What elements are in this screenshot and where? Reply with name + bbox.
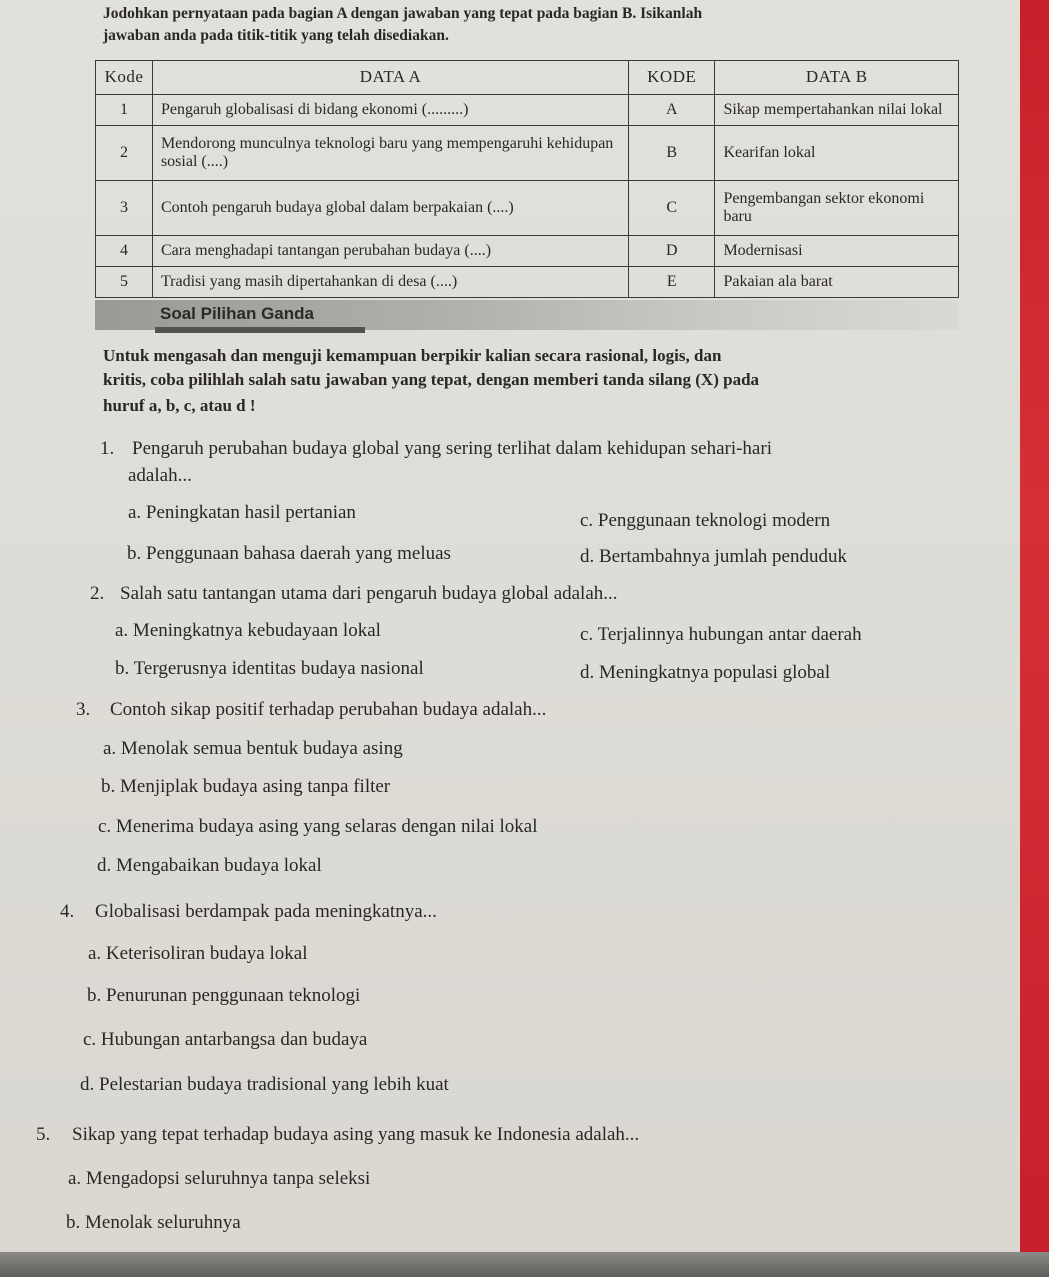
cell-kode-b: A (629, 94, 715, 125)
table-row (96, 94, 959, 125)
q1-option-a[interactable]: a. Peningkatan hasil pertanian (128, 502, 356, 523)
q5-option-a[interactable]: a. Mengadopsi seluruhnya tanpa seleksi (68, 1168, 371, 1189)
q2-option-c[interactable]: c. Terjalinnya hubungan antar daerah (580, 624, 862, 645)
question-1-number: 1. (100, 438, 115, 459)
intro-line-3: huruf a, b, c, atau d ! (103, 396, 256, 415)
table-header-row (96, 61, 959, 95)
q5-option-b[interactable]: b. Menolak seluruhnya (66, 1212, 241, 1233)
q3-option-b[interactable]: b. Menjiplak budaya asing tanpa filter (101, 776, 391, 797)
table-row (96, 125, 959, 180)
question-4-number: 4. (60, 901, 75, 922)
intro-line-1: Untuk mengasah dan menguji kemampuan berpikir kalian secara rasional, logis, dan (103, 346, 722, 365)
instruction-line-1: Jodohkan pernyataan pada bagian A dengan jawaban yang tepat pada bagian B. Isikanlah (103, 5, 703, 22)
question-1-text-cont: adalah... (128, 465, 192, 486)
q1-option-b[interactable]: b. Penggunaan bahasa daerah yang meluas (127, 543, 451, 564)
cell-data-b: Pengembangan sektor ekonomi baru (715, 180, 959, 235)
question-2-number: 2. (90, 583, 105, 604)
cell-kode-b: E (629, 267, 715, 298)
intro-line-2: kritis, coba pilihlah salah satu jawaban yang tepat, dengan memberi tanda silang (X) pada (103, 370, 760, 389)
header-kode-b: KODE (629, 61, 715, 95)
cell-kode: 4 (96, 236, 153, 267)
page-edge-shadow (0, 1252, 1049, 1277)
matching-table (95, 60, 959, 298)
cell-kode-b: B (629, 125, 715, 180)
cell-data-a: Cara menghadapi tantangan perubahan budaya (....) (152, 236, 628, 267)
cell-data-a: Mendorong munculnya teknologi baru yang mempengaruhi kehidupan sosial (....) (152, 125, 628, 180)
section-underline (155, 327, 365, 333)
cell-data-b: Kearifan lokal (715, 125, 959, 180)
header-kode: Kode (96, 61, 153, 95)
question-5-number: 5. (36, 1124, 51, 1145)
q3-option-a[interactable]: a. Menolak semua bentuk budaya asing (103, 738, 403, 759)
table-row (96, 180, 959, 235)
q3-option-d[interactable]: d. Mengabaikan budaya lokal (97, 855, 322, 876)
q4-option-c[interactable]: c. Hubungan antarbangsa dan budaya (83, 1029, 368, 1050)
question-2-text: Salah satu tantangan utama dari pengaruh budaya global adalah... (120, 583, 618, 604)
cell-kode-b: C (629, 180, 715, 235)
q4-option-a[interactable]: a. Keterisoliran budaya lokal (88, 943, 308, 964)
question-3-number: 3. (76, 699, 91, 720)
cell-data-b: Pakaian ala barat (715, 267, 959, 298)
q1-option-d[interactable]: d. Bertambahnya jumlah penduduk (580, 546, 847, 567)
section-title: Soal Pilihan Ganda (160, 304, 314, 323)
table-row (96, 267, 959, 298)
header-data-a: DATA A (152, 61, 628, 95)
question-5-text: Sikap yang tepat terhadap budaya asing yang masuk ke Indonesia adalah... (72, 1124, 640, 1145)
cell-data-b: Modernisasi (715, 236, 959, 267)
header-data-b: DATA B (715, 61, 959, 95)
q3-option-c[interactable]: c. Menerima budaya asing yang selaras dengan nilai lokal (98, 816, 538, 837)
q4-option-b[interactable]: b. Penurunan penggunaan teknologi (87, 985, 361, 1006)
cell-kode: 1 (96, 94, 153, 125)
question-4-text: Globalisasi berdampak pada meningkatnya... (95, 901, 437, 922)
cell-data-a: Tradisi yang masih dipertahankan di desa (....) (152, 267, 628, 298)
question-1-text: Pengaruh perubahan budaya global yang sering terlihat dalam kehidupan sehari-hari (132, 438, 772, 459)
cell-kode: 5 (96, 267, 153, 298)
cell-data-a: Contoh pengaruh budaya global dalam berpakaian (....) (152, 180, 628, 235)
table-row (96, 236, 959, 267)
q2-option-b[interactable]: b. Tergerusnya identitas budaya nasional (115, 658, 424, 679)
cell-kode: 2 (96, 125, 153, 180)
q4-option-d[interactable]: d. Pelestarian budaya tradisional yang lebih kuat (80, 1074, 449, 1095)
q1-option-c[interactable]: c. Penggunaan teknologi modern (580, 510, 831, 531)
cell-kode: 3 (96, 180, 153, 235)
cell-data-b: Sikap mempertahankan nilai lokal (715, 94, 959, 125)
q2-option-a[interactable]: a. Meningkatnya kebudayaan lokal (115, 620, 381, 641)
cell-kode-b: D (629, 236, 715, 267)
instruction-line-2: jawaban anda pada titik-titik yang telah disediakan. (103, 27, 449, 44)
question-3-text: Contoh sikap positif terhadap perubahan budaya adalah... (110, 699, 547, 720)
cell-data-a: Pengaruh globalisasi di bidang ekonomi (.........) (152, 94, 628, 125)
q2-option-d[interactable]: d. Meningkatnya populasi global (580, 662, 831, 683)
